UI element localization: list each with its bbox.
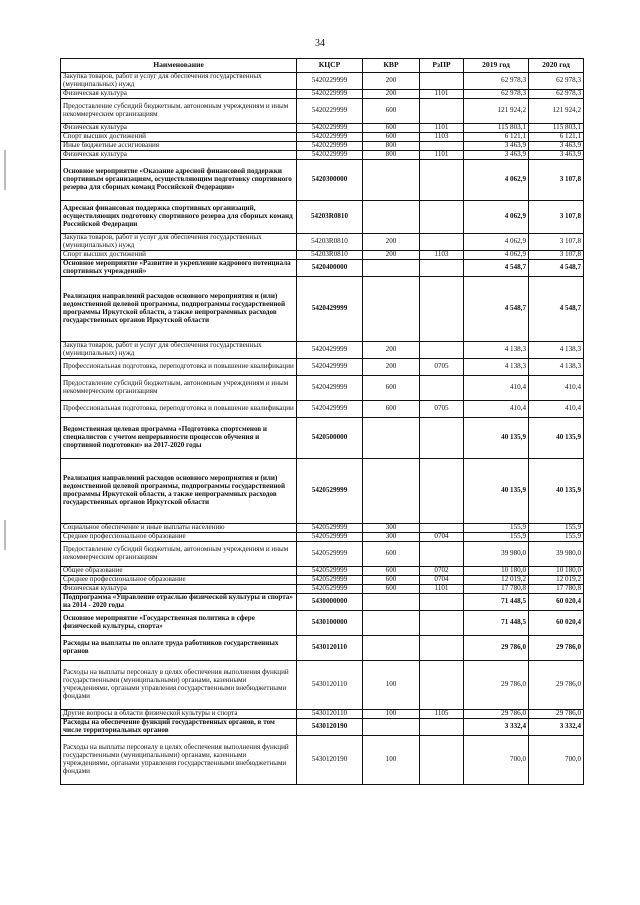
cell-code: 5420429999 <box>297 376 363 401</box>
cell-2020: 4 548,7 <box>529 277 584 342</box>
cell-2020: 3 463,9 <box>529 151 584 160</box>
cell-kvr: 200 <box>363 234 420 251</box>
cell-2019: 40 135,9 <box>464 418 529 459</box>
table-row <box>61 524 584 533</box>
cell-name: Спорт высших достижений <box>61 133 297 142</box>
cell-rzpr: 0705 <box>420 401 464 418</box>
cell-rzpr <box>420 524 464 533</box>
table-row <box>61 710 584 719</box>
cell-kvr: 800 <box>363 151 420 160</box>
cell-2020: 6 121,1 <box>529 133 584 142</box>
cell-code: 5430120110 <box>297 710 363 719</box>
cell-rzpr <box>420 142 464 151</box>
cell-kvr <box>363 418 420 459</box>
cell-2019: 121 924,2 <box>464 99 529 124</box>
cell-name: Подпрограмма «Управление отраслью физической культуры и спорта» на 2014 - 2020 годы <box>61 594 297 611</box>
cell-kvr: 600 <box>363 585 420 594</box>
page-number: 34 <box>315 38 325 49</box>
cell-code: 5420529999 <box>297 524 363 533</box>
header-kvr: КВР <box>363 59 420 73</box>
table-row <box>61 260 584 277</box>
cell-rzpr: 0704 <box>420 576 464 585</box>
cell-2020: 3 107,8 <box>529 251 584 260</box>
cell-code: 5420429999 <box>297 401 363 418</box>
cell-kvr: 600 <box>363 99 420 124</box>
cell-rzpr: 1103 <box>420 251 464 260</box>
cell-2019: 115 803,1 <box>464 124 529 133</box>
header-code: КЦСР <box>297 59 363 73</box>
cell-rzpr <box>420 459 464 524</box>
scan-edge-mark <box>4 150 6 190</box>
table-row <box>61 585 584 594</box>
table-row <box>61 124 584 133</box>
cell-kvr <box>363 459 420 524</box>
cell-name: Ведомственная целевая программа «Подготовка спортсменов и специалистов с учетом непрерывности процессов обучения и спортивной подготовки» на 2017-2020 годы <box>61 418 297 459</box>
cell-code: 5420529999 <box>297 576 363 585</box>
cell-code: 5420229999 <box>297 151 363 160</box>
table-row <box>61 636 584 661</box>
cell-name: Адресная финансовая поддержка спортивных организаций, осуществляющих подготовку спортивного резерва для сборных команд Российской Федерации <box>61 201 297 234</box>
table-row <box>61 567 584 576</box>
cell-2020: 29 786,0 <box>529 636 584 661</box>
cell-name: Расходы на выплаты персоналу в целях обеспечения выполнения функций государственными (муниципальными) органами, казенными учреждениями, органами управления государственными внебюджетными фондами <box>61 736 297 785</box>
cell-rzpr <box>420 260 464 277</box>
cell-kvr: 600 <box>363 542 420 567</box>
table-row <box>61 418 584 459</box>
cell-2020: 4 138,3 <box>529 342 584 359</box>
cell-code: 5420529999 <box>297 567 363 576</box>
cell-2019: 4 548,7 <box>464 260 529 277</box>
cell-kvr <box>363 719 420 736</box>
table-row <box>61 576 584 585</box>
table-row <box>61 99 584 124</box>
cell-rzpr <box>420 376 464 401</box>
cell-code: 5420429999 <box>297 277 363 342</box>
cell-2019: 4 138,3 <box>464 359 529 376</box>
table-row <box>61 160 584 201</box>
cell-code: 5420529999 <box>297 533 363 542</box>
cell-2020: 29 786,0 <box>529 710 584 719</box>
cell-2019: 155,9 <box>464 533 529 542</box>
cell-name: Другие вопросы в области физической культуры и спорта <box>61 710 297 719</box>
cell-2020: 155,9 <box>529 524 584 533</box>
cell-2019: 155,9 <box>464 524 529 533</box>
cell-name: Физическая культура <box>61 124 297 133</box>
cell-name: Закупка товаров, работ и услуг для обеспечения государственных (муниципальных) нужд <box>61 73 297 90</box>
cell-name: Реализация направлений расходов основного мероприятия и (или) ведомственной целевой программы, подпрограммы государственной программы Иркутской области, а также непрограммных расходов государственных органов Иркутской области <box>61 459 297 524</box>
cell-name: Профессиональная подготовка, переподготовка и повышение квалификации <box>61 359 297 376</box>
cell-2019: 12 019,2 <box>464 576 529 585</box>
cell-code: 5430100000 <box>297 611 363 636</box>
cell-name: Спорт высших достижений <box>61 251 297 260</box>
cell-2019: 410,4 <box>464 376 529 401</box>
cell-kvr <box>363 260 420 277</box>
cell-2020: 700,0 <box>529 736 584 785</box>
cell-2020: 4 138,3 <box>529 359 584 376</box>
cell-rzpr <box>420 542 464 567</box>
cell-2020: 3 332,4 <box>529 719 584 736</box>
table-row <box>61 151 584 160</box>
cell-2019: 4 138,3 <box>464 342 529 359</box>
cell-2019: 62 978,3 <box>464 90 529 99</box>
cell-rzpr <box>420 73 464 90</box>
cell-rzpr <box>420 611 464 636</box>
cell-2019: 17 780,8 <box>464 585 529 594</box>
cell-2019: 700,0 <box>464 736 529 785</box>
cell-rzpr <box>420 661 464 710</box>
cell-code: 5420529999 <box>297 585 363 594</box>
cell-code: 54203R0810 <box>297 234 363 251</box>
cell-name: Расходы на обеспечение функций государственных органов, в том числе территориальных органов <box>61 719 297 736</box>
cell-kvr <box>363 636 420 661</box>
cell-code: 5420229999 <box>297 133 363 142</box>
cell-name: Основное мероприятие «Оказание адресной финансовой поддержки спортивным организациям, осуществляющим подготовку спортивного резерва для сборных команд Российской Федерации» <box>61 160 297 201</box>
cell-code: 5420500000 <box>297 418 363 459</box>
cell-2020: 60 020,4 <box>529 594 584 611</box>
cell-2020: 3 107,8 <box>529 201 584 234</box>
table-row <box>61 251 584 260</box>
cell-rzpr <box>420 719 464 736</box>
cell-name: Предоставление субсидий бюджетным, автономным учреждениям и иным некоммерческим организациям <box>61 99 297 124</box>
table-row <box>61 401 584 418</box>
cell-kvr: 200 <box>363 90 420 99</box>
cell-rzpr <box>420 160 464 201</box>
cell-2020: 60 020,4 <box>529 611 584 636</box>
cell-kvr: 100 <box>363 710 420 719</box>
cell-2019: 3 463,9 <box>464 151 529 160</box>
cell-2019: 29 786,0 <box>464 636 529 661</box>
table-row <box>61 719 584 736</box>
header-name: Наименование <box>61 59 297 73</box>
header-2020: 2020 год <box>529 59 584 73</box>
cell-rzpr <box>420 277 464 342</box>
cell-kvr: 600 <box>363 401 420 418</box>
table-row <box>61 736 584 785</box>
cell-2020: 29 786,0 <box>529 661 584 710</box>
cell-code: 5420229999 <box>297 99 363 124</box>
cell-rzpr: 1105 <box>420 710 464 719</box>
cell-2020: 40 135,9 <box>529 459 584 524</box>
cell-kvr: 600 <box>363 376 420 401</box>
cell-rzpr <box>420 736 464 785</box>
table-row <box>61 201 584 234</box>
cell-code: 5430000000 <box>297 594 363 611</box>
cell-code: 5430120110 <box>297 636 363 661</box>
cell-code: 5420300000 <box>297 160 363 201</box>
cell-kvr: 600 <box>363 576 420 585</box>
table-row <box>61 359 584 376</box>
cell-2020: 3 107,8 <box>529 160 584 201</box>
cell-2020: 39 980,0 <box>529 542 584 567</box>
cell-2019: 3 463,9 <box>464 142 529 151</box>
cell-2020: 3 107,8 <box>529 234 584 251</box>
cell-code: 5420429999 <box>297 342 363 359</box>
cell-2020: 410,4 <box>529 401 584 418</box>
cell-name: Основное мероприятие «Развитие и укрепление кадрового потенциала спортивных учреждений» <box>61 260 297 277</box>
cell-2019: 3 332,4 <box>464 719 529 736</box>
cell-rzpr: 1103 <box>420 133 464 142</box>
cell-rzpr <box>420 636 464 661</box>
cell-2020: 40 135,9 <box>529 418 584 459</box>
cell-kvr <box>363 611 420 636</box>
scan-edge-mark <box>4 520 6 550</box>
cell-name: Реализация направлений расходов основного мероприятия и (или) ведомственной целевой программы, подпрограммы государственной программы Иркутской области, а также непрограммных расходов государственных органов Иркутской области <box>61 277 297 342</box>
cell-2020: 115 803,1 <box>529 124 584 133</box>
cell-kvr <box>363 201 420 234</box>
cell-rzpr: 1101 <box>420 90 464 99</box>
cell-2019: 29 786,0 <box>464 710 529 719</box>
cell-name: Физическая культура <box>61 90 297 99</box>
cell-2019: 71 448,5 <box>464 594 529 611</box>
cell-kvr: 200 <box>363 359 420 376</box>
table-row <box>61 73 584 90</box>
table-row <box>61 234 584 251</box>
cell-kvr <box>363 160 420 201</box>
cell-name: Физическая культура <box>61 585 297 594</box>
cell-rzpr <box>420 418 464 459</box>
cell-2020: 3 463,9 <box>529 142 584 151</box>
cell-2019: 4 062,9 <box>464 160 529 201</box>
cell-rzpr: 1101 <box>420 585 464 594</box>
cell-name: Предоставление субсидий бюджетным, автономным учреждениям и иным некоммерческим организациям <box>61 376 297 401</box>
cell-2020: 155,9 <box>529 533 584 542</box>
cell-name: Среднее профессиональное образование <box>61 576 297 585</box>
cell-code: 5420229999 <box>297 124 363 133</box>
cell-code: 54203R0810 <box>297 201 363 234</box>
cell-name: Закупка товаров, работ и услуг для обеспечения государственных (муниципальных) нужд <box>61 342 297 359</box>
cell-name: Расходы на выплаты персоналу в целях обеспечения выполнения функций государственными (муниципальными) органами, казенными учреждениями, органами управления государственными внебюджетными фондами <box>61 661 297 710</box>
cell-name: Профессиональная подготовка, переподготовка и повышение квалификации <box>61 401 297 418</box>
cell-code: 5420229999 <box>297 73 363 90</box>
cell-rzpr <box>420 342 464 359</box>
cell-kvr: 600 <box>363 567 420 576</box>
cell-2019: 39 980,0 <box>464 542 529 567</box>
budget-table <box>60 58 584 785</box>
cell-2020: 4 548,7 <box>529 260 584 277</box>
cell-code: 5420529999 <box>297 542 363 567</box>
cell-name: Предоставление субсидий бюджетным, автономным учреждениям и иным некоммерческим организациям <box>61 542 297 567</box>
cell-code: 5430120190 <box>297 736 363 785</box>
cell-rzpr <box>420 201 464 234</box>
cell-kvr: 600 <box>363 124 420 133</box>
cell-name: Общее образование <box>61 567 297 576</box>
cell-2020: 410,4 <box>529 376 584 401</box>
table-row <box>61 142 584 151</box>
table-row <box>61 277 584 342</box>
cell-kvr: 200 <box>363 342 420 359</box>
table-row <box>61 542 584 567</box>
cell-code: 5420429999 <box>297 359 363 376</box>
header-2019: 2019 год <box>464 59 529 73</box>
cell-name: Основное мероприятие «Государственная политика в сфере физической культуры, спорта» <box>61 611 297 636</box>
cell-2020: 10 180,0 <box>529 567 584 576</box>
table-row <box>61 376 584 401</box>
cell-2020: 62 978,3 <box>529 73 584 90</box>
cell-kvr: 800 <box>363 142 420 151</box>
cell-code: 54203R0810 <box>297 251 363 260</box>
cell-code: 5430120190 <box>297 719 363 736</box>
cell-2019: 40 135,9 <box>464 459 529 524</box>
cell-code: 5420400000 <box>297 260 363 277</box>
cell-code: 5420529999 <box>297 459 363 524</box>
cell-kvr <box>363 277 420 342</box>
table-row <box>61 342 584 359</box>
cell-rzpr: 0704 <box>420 533 464 542</box>
cell-kvr: 300 <box>363 533 420 542</box>
cell-2019: 4 062,9 <box>464 201 529 234</box>
cell-rzpr: 0705 <box>420 359 464 376</box>
cell-name: Среднее профессиональное образование <box>61 533 297 542</box>
cell-rzpr: 1101 <box>420 124 464 133</box>
cell-code: 5420229999 <box>297 142 363 151</box>
cell-code: 5420229999 <box>297 90 363 99</box>
table-row <box>61 133 584 142</box>
header-rzpr: РзПР <box>420 59 464 73</box>
cell-kvr: 100 <box>363 661 420 710</box>
cell-2019: 410,4 <box>464 401 529 418</box>
table-header-row <box>61 59 584 73</box>
cell-2019: 6 121,1 <box>464 133 529 142</box>
cell-name: Физическая культура <box>61 151 297 160</box>
cell-kvr: 100 <box>363 736 420 785</box>
cell-name: Социальное обеспечение и иные выплаты населению <box>61 524 297 533</box>
cell-kvr: 200 <box>363 73 420 90</box>
cell-2019: 29 786,0 <box>464 661 529 710</box>
cell-2019: 4 548,7 <box>464 277 529 342</box>
cell-2020: 62 978,3 <box>529 90 584 99</box>
cell-name: Расходы на выплаты по оплате труда работников государственных органов <box>61 636 297 661</box>
cell-rzpr <box>420 594 464 611</box>
cell-kvr <box>363 594 420 611</box>
table-row <box>61 661 584 710</box>
cell-kvr: 600 <box>363 133 420 142</box>
cell-rzpr <box>420 99 464 124</box>
cell-2019: 62 978,3 <box>464 73 529 90</box>
cell-name: Закупка товаров, работ и услуг для обеспечения государственных (муниципальных) нужд <box>61 234 297 251</box>
cell-code: 5430120110 <box>297 661 363 710</box>
cell-rzpr <box>420 234 464 251</box>
cell-2020: 17 780,8 <box>529 585 584 594</box>
cell-2019: 10 180,0 <box>464 567 529 576</box>
table-body <box>61 73 584 785</box>
cell-2019: 4 062,9 <box>464 251 529 260</box>
cell-rzpr: 0702 <box>420 567 464 576</box>
table-row <box>61 611 584 636</box>
cell-2020: 121 924,2 <box>529 99 584 124</box>
cell-2019: 71 448,5 <box>464 611 529 636</box>
table-row <box>61 90 584 99</box>
table-row <box>61 459 584 524</box>
table-row <box>61 533 584 542</box>
cell-kvr: 300 <box>363 524 420 533</box>
table-row <box>61 594 584 611</box>
cell-kvr: 200 <box>363 251 420 260</box>
cell-2019: 4 062,9 <box>464 234 529 251</box>
cell-2020: 12 019,2 <box>529 576 584 585</box>
cell-rzpr: 1101 <box>420 151 464 160</box>
cell-name: Иные бюджетные ассигнования <box>61 142 297 151</box>
